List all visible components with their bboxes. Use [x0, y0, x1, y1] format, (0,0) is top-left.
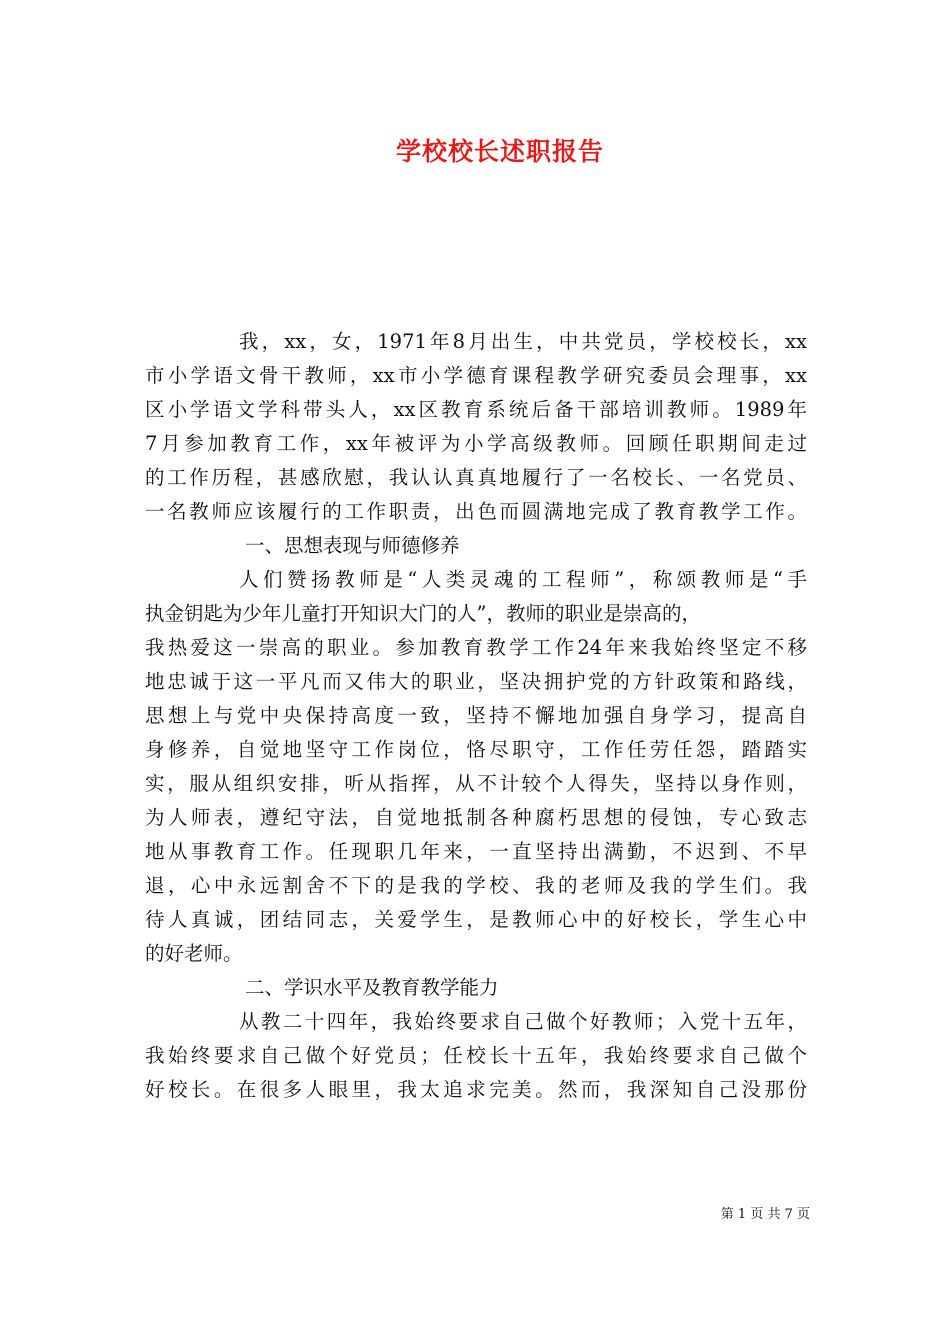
text-line: 待人真诚，团结同志，关爱学生，是教师心中的好校长，学生心中: [145, 908, 807, 931]
text-line: 地从事教育工作。任现职几年来，一直坚持出满勤，不迟到、不早: [145, 840, 807, 863]
text-line: 的好老师。: [145, 942, 243, 965]
text-line: 我热爱这一崇高的职业。参加教育教学工作24年来我始终坚定不移: [145, 636, 807, 659]
text-line: 我始终要求自己做个好党员；任校长十五年，我始终要求自己做个: [145, 1044, 807, 1067]
text-line: 退，心中永远割舍不下的是我的学校、我的老师及我的学生们。我: [145, 874, 807, 897]
section-heading: 一、思想表现与师德修养: [245, 534, 460, 557]
text-line: 市小学语文骨干教师，xx市小学德育课程教学研究委员会理事，xx: [145, 364, 807, 387]
text-line: 实，服从组织安排，听从指挥，从不计较个人得失，坚持以身作则，: [145, 772, 807, 795]
text-line: 7月参加教育工作，xx年被评为小学高级教师。回顾任职期间走过: [145, 432, 807, 455]
text-line: 的工作历程，甚感欣慰，我认认真真地履行了一名校长、一名党员、: [145, 466, 807, 489]
section-heading: 二、学识水平及教育教学能力: [245, 976, 499, 999]
text-line: 从教二十四年，我始终要求自己做个好教师；入党十五年，: [239, 1010, 807, 1033]
page-footer: 第 1 页 共 7 页: [720, 1207, 810, 1222]
text-line: 好校长。在很多人眼里，我太追求完美。然而，我深知自己没那份: [145, 1078, 807, 1101]
text-line: 身修养，自觉地坚守工作岗位，恪尽职守，工作任劳任怨，踏踏实: [145, 738, 807, 761]
document-body: [145, 325, 807, 1107]
text-line: 执金钥匙为少年儿童打开知识大门的人”，教师的职业是崇高的，: [145, 602, 701, 625]
text-line: 区小学语文学科带头人，xx区教育系统后备干部培训教师。1989年: [145, 398, 807, 421]
text-line: 地忠诚于这一平凡而又伟大的职业，坚决拥护党的方针政策和路线，: [145, 670, 807, 693]
text-line: 为人师表，遵纪守法，自觉地抵制各种腐朽思想的侵蚀，专心致志: [145, 806, 807, 829]
text-line: 一名教师应该履行的工作职责，出色而圆满地完成了教育教学工作。: [145, 500, 807, 523]
text-line: 我，xx，女，1971年8月出生，中共党员，学校校长，xx: [239, 330, 807, 353]
text-line: 人们赞扬教师是“人类灵魂的工程师”，称颂教师是“手: [239, 568, 807, 591]
document-title: 学校校长述职报告: [395, 137, 604, 166]
text-line: 思想上与党中央保持高度一致，坚持不懈地加强自身学习，提高自: [145, 704, 807, 727]
